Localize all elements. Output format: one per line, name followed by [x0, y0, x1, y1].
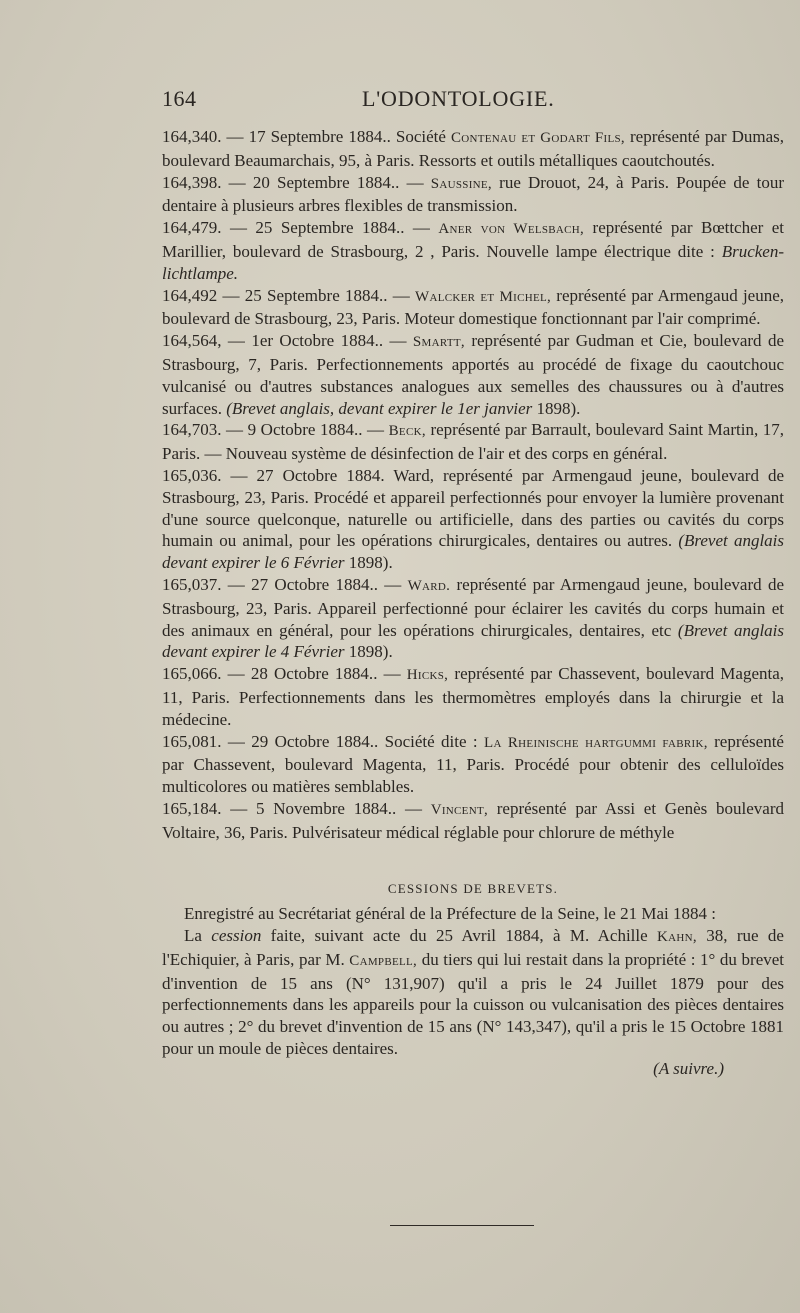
cession-name-1: Kahn,	[657, 929, 697, 946]
patent-number: 164,564,	[162, 331, 222, 351]
patent-entry: 164,564, — 1er Octobre 1884.. — Smartt, représenté par Gudman et Cie, boulevard de Strasbourg, 7, Paris. Perfectionnements apportés au procédé de fixage du caoutchouc vulcanisé ou d'autres substances analogues aux semelles des chaussures ou à d'autres surfaces. (Brevet anglais, devant expirer le 1er janvier 1898).	[162, 331, 784, 418]
patent-holder: La Rheinische hartgummi fabrik,	[484, 734, 708, 751]
patent-date: 25 Septembre 1884.	[255, 218, 401, 238]
patent-holder: Contenau et Godart Fils,	[450, 130, 625, 146]
patent-number: 164,479.	[162, 218, 222, 238]
patent-entry: 164,703. — 9 Octobre 1884.. — Beck, représenté par Barrault, boulevard Saint Martin, 17, Paris. — Nouveau système de désinfection de l'air et des corps en général.	[162, 420, 784, 464]
patent-date: 20 Septembre 1884.	[252, 172, 396, 192]
patent-note-tail: 1898).	[532, 398, 581, 418]
patent-entry: 164,479. — 25 Septembre 1884.. — Aner von Welsbach, représenté par Bœttcher et Marillier, boulevard de Strasbourg, 2 , Paris. Nouvelle lampe électrique dite : Brucken-lichtlampe.	[162, 218, 785, 283]
patent-number: 165,037.	[162, 574, 222, 594]
patent-text: représenté par Armengaud jeune, boulevard de Strasbourg, 23, Paris. Appareil perfectionné pour éclairer les cavités du corps humain et des animaux en général, pour les opérations chirurgicales, dentaires, etc	[162, 574, 784, 640]
patent-date: 9 Octobre 1884.	[247, 420, 359, 440]
page-header	[162, 86, 784, 116]
patent-entry: 165,184. — 5 Novembre 1884.. — Vincent, représenté par Assi et Genès boulevard Voltaire, 36, Paris. Pulvérisateur médical réglable pour chlorure de méthyle	[162, 798, 785, 842]
patent-entry: 165,036. — 27 Octobre 1884. Ward, représenté par Armengaud jeune, boulevard de Strasbourg, 23, Paris. Procédé et appareil perfectionnés pour envoyer la lumière provenant d'une source quelconque, naturelle ou artificielle, dans des parties ou cavités du corps humain ou animal, pour les opérations chirurgicales, dentaires ou autres. (Brevet anglais devant expirer le 6 Février 1898).	[162, 465, 785, 573]
patent-number: 164,703.	[162, 420, 222, 440]
patent-entry: 164,398. — 20 Septembre 1884.. — Saussine, rue Drouot, 24, à Paris. Poupée de tour dentaire à plusieurs arbres flexibles de transmission.	[162, 172, 784, 216]
patent-holder: Saussine,	[430, 175, 492, 192]
cession-name-2: Campbell,	[349, 952, 418, 969]
patent-text: représenté par Chassevent, boulevard Magenta, 11, Paris. Procédé pour obtenir des celluloïdes multicolores ou matières semblables.	[162, 731, 784, 797]
patent-holder: Vincent,	[430, 801, 489, 818]
patent-date: 17 Septembre 1884.	[248, 127, 387, 146]
patent-date: 27 Octobre 1884.	[251, 574, 374, 594]
patent-text: représenté par Assi et Genès boulevard Voltaire, 36, Paris. Pulvérisateur médical réglable pour chlorure de méthyle	[162, 798, 785, 842]
patent-entry: 164,340. — 17 Septembre 1884.. Société Contenau et Godart Fils, représenté par Dumas, boulevard Beaumarchais, 95, à Paris. Ressorts et outils métalliques caoutchoutés.	[162, 127, 785, 170]
patent-number: 165,184.	[162, 798, 222, 818]
patent-number: 165,036.	[162, 465, 222, 485]
cession-text-2: 38, rue de l'Echiquier, à Paris, par M.	[162, 926, 784, 969]
patent-holder: Beck,	[388, 423, 426, 440]
patent-holder: Ward.	[407, 577, 451, 594]
patent-number: 165,066.	[162, 664, 222, 684]
patent-holder: Smartt,	[412, 334, 465, 351]
patent-italic-note: (Brevet anglais devant expirer le 4 Février	[162, 620, 785, 662]
patent-text: rue Drouot, 24, à Paris. Poupée de tour dentaire à plusieurs arbres flexibles de transmission.	[162, 172, 784, 216]
patent-number: 164,340.	[162, 127, 222, 146]
patent-number: 164,492	[162, 285, 218, 305]
patent-date: 1er Octobre 1884.	[251, 331, 379, 351]
patent-text: représenté par Chassevent, boulevard Magenta, 11, Paris. Perfectionnements dans les thermomètres employés dans la chirurgie et la médecine.	[162, 664, 785, 729]
patent-list	[162, 126, 784, 844]
cession-italic: cession	[211, 926, 262, 946]
page-number: 164	[162, 86, 197, 111]
patent-holder: Ward,	[393, 465, 434, 485]
patent-date: 27 Octobre 1884.	[256, 465, 385, 485]
patent-text: représenté par Armengaud jeune, boulevard de Strasbourg, 23, Paris. Procédé et appareil perfectionnés pour envoyer la lumière provenant d'une source quelconque, naturelle ou artificielle, dans des parties ou cavités du corps humain ou animal, pour les opérations chirurgicales, dentaires ou autres.	[162, 465, 785, 551]
cession-text-3: du tiers qui lui restait dans la propriété : 1° du brevet d'invention de 15 ans (N° 131,907) qu'il a pris le 24 Juillet 1879 pour des perfectionnements dans les appareils pour la cuisson ou vulcanisation des pièces dentaires ou autres ; 2° du brevet d'invention de 15 ans (N° 143,347), qu'il a pris le 15 Octobre 1881 pour un moule de pièces dentaires.	[162, 949, 785, 1059]
patent-holder: Hicks,	[406, 667, 449, 684]
patent-entry: 164,492 — 25 Septembre 1884.. — Walcker et Michel, représenté par Armengaud jeune, boulevard de Strasbourg, 23, Paris. Moteur domestique fonctionnant par l'air comprimé.	[162, 285, 785, 329]
patent-note-tail: 1898).	[344, 642, 393, 662]
patent-text: représenté par Dumas, boulevard Beaumarchais, 95, à Paris. Ressorts et outils métalliques caoutchoutés.	[162, 127, 785, 170]
patent-entry: 165,066. — 28 Octobre 1884.. — Hicks, représenté par Chassevent, boulevard Magenta, 11, Paris. Perfectionnements dans les thermomètres employés dans la chirurgie et la médecine.	[162, 664, 785, 729]
patent-date: 29 Octobre 1884.	[251, 731, 374, 751]
patent-date: 5 Novembre 1884.	[255, 798, 392, 818]
patent-number: 165,081.	[162, 731, 222, 751]
cession-text-1: faite, suivant acte du 25 Avril 1884, à M. Achille	[261, 926, 658, 946]
cession-intro: Enregistré au Secrétariat général de la Préfecture de la Seine, le 21 Mai 1884 :	[184, 904, 716, 924]
running-title: L'ODONTOLOGIE.	[362, 86, 555, 111]
patent-text: représenté par Barrault, boulevard Saint Martin, 17, Paris. — Nouveau système de désinfection de l'air et des corps en général.	[162, 420, 784, 464]
patent-italic-note: (Brevet anglais, devant expirer le 1er janvier	[226, 398, 533, 418]
cession-paragraph	[162, 925, 784, 1060]
patent-holder: Walcker et Michel,	[415, 288, 552, 305]
patent-date: 28 Octobre 1884.	[250, 664, 374, 684]
patent-entry: 165,081. — 29 Octobre 1884.. Société dite : La Rheinische hartgummi fabrik, représenté par Chassevent, boulevard Magenta, 11, Paris. Procédé pour obtenir des celluloïdes multicolores ou matières semblables.	[162, 731, 784, 797]
patent-number: 164,398.	[162, 172, 222, 192]
patent-italic-note: (Brevet anglais devant expirer le 6 Février	[162, 531, 784, 573]
patent-note-tail: 1898).	[344, 553, 393, 573]
continued-note: (A suivre.)	[653, 1058, 724, 1078]
closing-rule	[390, 1225, 534, 1226]
patent-date: 25 Septembre 1884.	[244, 285, 384, 305]
patent-entry: 165,037. — 27 Octobre 1884.. — Ward. représenté par Armengaud jeune, boulevard de Strasbourg, 23, Paris. Appareil perfectionné pour éclairer les cavités du corps humain et des animaux en général, pour les opérations chirurgicales, dentaires, etc (Brevet anglais devant expirer le 4 Février 1898).	[162, 574, 785, 662]
patent-prefix: Société	[395, 127, 451, 146]
section-title: CESSIONS DE BREVETS.	[387, 880, 559, 896]
patent-prefix: Société dite :	[384, 731, 484, 751]
patent-text: représenté par Gudman et Cie, boulevard de Strasbourg, 7, Paris. Perfectionnements apportés au procédé de fixage du caoutchouc vulcanisé ou d'autres substances analogues aux semelles des chaussures ou à d'autres surfaces.	[162, 331, 784, 418]
page-body	[162, 126, 784, 1080]
patent-text: représenté par Bœttcher et Marillier, boulevard de Strasbourg, 2 , Paris. Nouvelle lampe électrique dite :	[162, 218, 785, 261]
cession-text-pre: La	[184, 926, 212, 946]
patent-holder: Aner von Welsbach,	[438, 221, 585, 238]
patent-italic-note: Brucken-lichtlampe.	[162, 241, 784, 283]
patent-text: représenté par Armengaud jeune, boulevard de Strasbourg, 23, Paris. Moteur domestique fonctionnant par l'air comprimé.	[162, 285, 785, 329]
